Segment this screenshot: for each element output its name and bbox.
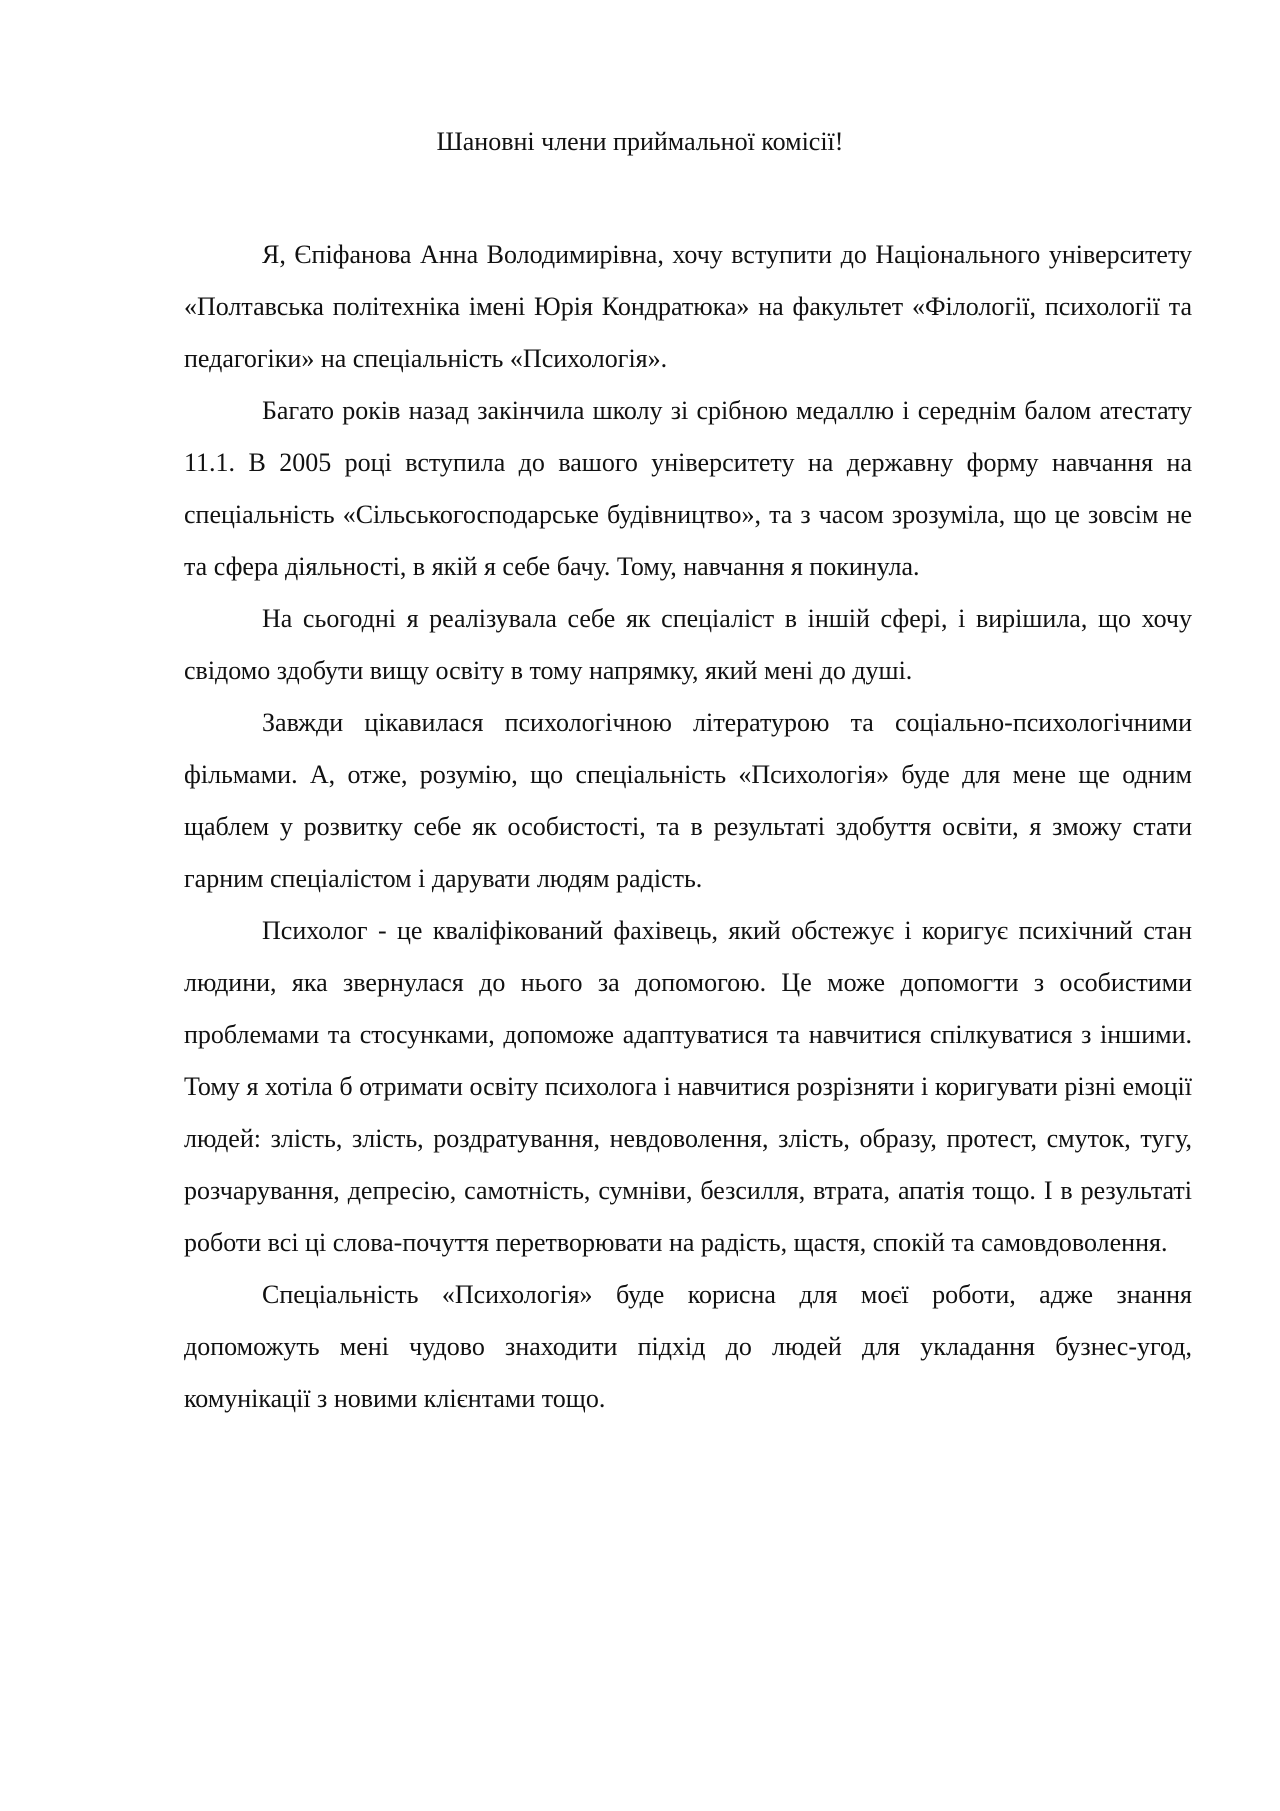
paragraph-career-benefit: Спеціальність «Психологія» буде корисна для моєї роботи, адже знання допоможуть мені чудово знаходити підхід до людей для укладання бузнес-угод, комунікації з новими клієнтами тощо. (184, 1280, 1192, 1413)
paragraph-interest-in-psychology: Завжди цікавилася психологічною літературою та соціально-психологічними фільмами. А, отже, розумію, що спеціальність «Психологія» буде для мене ще одним щаблем у розвитку себе як особистості, та в результаті здобуття освіти, я зможу стати гарним спеціалістом і дарувати людям радість. (184, 708, 1192, 893)
letter-body (184, 229, 1192, 1425)
paragraph-current-situation: На сьогодні я реалізувала себе як спеціаліст в іншій сфері, і вирішила, що хочу свідомо здобути вищу освіту в тому напрямку, який мені до душі. (184, 604, 1192, 685)
letter-title: Шановні члени приймальної комісії! (436, 127, 844, 156)
paragraph-application-intent: Я, Єпіфанова Анна Володимирівна, хочу вступити до Національного університету «Полтавська політехніка імені Юрія Кондратюка» на факультет «Філології, психології та педагогіки» на спеціальність «Психологія». (184, 240, 1192, 373)
paragraph-education-history: Багато років назад закінчила школу зі срібною медаллю і середнім балом атестату 11.1. В 2005 році вступила до вашого університету на державну форму навчання на спеціальність «Сільськогосподарське будівництво», та з часом зрозуміла, що це зовсім не та сфера діяльності, в якій я себе бачу. Тому, навчання я покинула. (184, 396, 1192, 581)
paragraph-psychologist-role: Психолог - це кваліфікований фахівець, який обстежує і коригує психічний стан людини, яка звернулася до нього за допомогою. Це може допомогти з особистими проблемами та стосунками, допоможе адаптуватися та навчитися спілкуватися з іншими. Тому я хотіла б отримати освіту психолога і навчитися розрізняти і коригувати різні емоції людей: злість, злість, роздратування, невдоволення, злість, образу, протест, смуток, тугу, розчарування, депресію, самотність, сумніви, безсилля, втрата, апатія тощо. І в результаті роботи всі ці слова-почуття перетворювати на радість, щастя, спокій та самовдоволення. (184, 916, 1192, 1257)
